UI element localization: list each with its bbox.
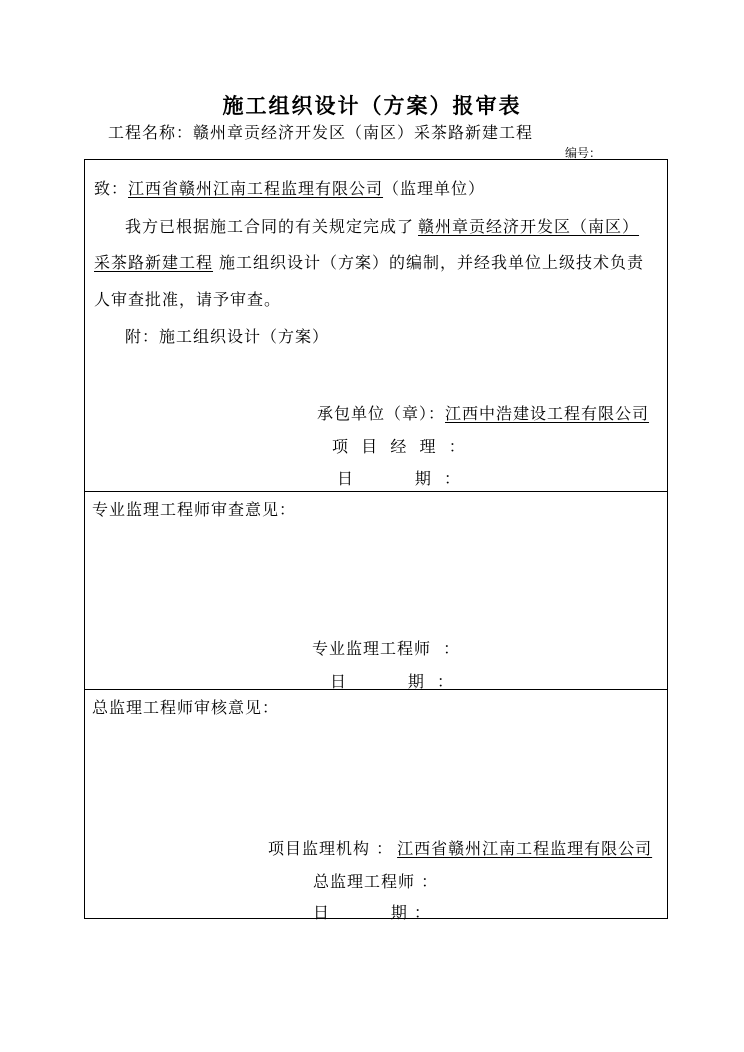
para-project-part1: 赣州章贡经济开发区（南区） bbox=[418, 217, 640, 236]
engineer-review-section bbox=[85, 492, 667, 690]
to-prefix: 致： bbox=[94, 179, 129, 198]
review-table bbox=[84, 159, 668, 922]
para-line2-suffix: 施工组织设计（方案）的编制，并经我单位上级技术负责 bbox=[219, 253, 645, 272]
project-name: 赣州章贡经济开发区（南区）采茶路新建工程 bbox=[193, 123, 534, 142]
engineer-date-label: 日 期 ： bbox=[330, 672, 455, 691]
paragraph-line-1 bbox=[125, 214, 639, 237]
para-prefix: 我方已根据施工合同的有关规定完成了 bbox=[125, 217, 415, 236]
chief-date-label: 日 期 ： bbox=[313, 903, 431, 922]
chief-engineer-label: 总监理工程师 ： bbox=[313, 872, 439, 891]
supervisor-suffix: （监理单位） bbox=[383, 179, 486, 198]
form-number-label: 编号： bbox=[565, 146, 602, 160]
project-label: 工程名称： bbox=[108, 123, 194, 142]
attachment-line: 附：施工组织设计（方案） bbox=[125, 327, 330, 346]
contractor-name: 江西中浩建设工程有限公司 bbox=[445, 404, 650, 423]
chief-review-heading: 总监理工程师审核意见： bbox=[92, 698, 280, 717]
submission-section bbox=[85, 160, 667, 492]
engineer-signature-label: 专业监理工程师 ： bbox=[312, 639, 461, 658]
supervisor-company: 江西省赣州江南工程监理有限公司 bbox=[128, 179, 384, 198]
chief-review-section bbox=[85, 690, 667, 922]
form-title: 施工组织设计（方案）报审表 bbox=[222, 93, 522, 118]
submission-date-label: 日 期 ： bbox=[337, 469, 462, 488]
para-project-part2: 采茶路新建工程 bbox=[94, 253, 214, 272]
supervision-org-label: 项目监理机构 ： bbox=[268, 839, 394, 858]
supervision-org-line bbox=[268, 836, 652, 859]
engineer-review-heading: 专业监理工程师审查意见： bbox=[92, 500, 297, 519]
project-line bbox=[108, 120, 533, 143]
supervision-org-name: 江西省赣州江南工程监理有限公司 bbox=[397, 839, 653, 858]
addressee-line bbox=[94, 176, 485, 199]
paragraph-line-2 bbox=[94, 250, 644, 273]
contractor-label: 承包单位（章）： bbox=[317, 404, 446, 423]
contractor-line bbox=[317, 401, 649, 424]
project-manager-label: 项 目 经 理 ： bbox=[332, 437, 466, 456]
paragraph-line-3: 人审查批准，请予审查。 bbox=[94, 290, 282, 309]
